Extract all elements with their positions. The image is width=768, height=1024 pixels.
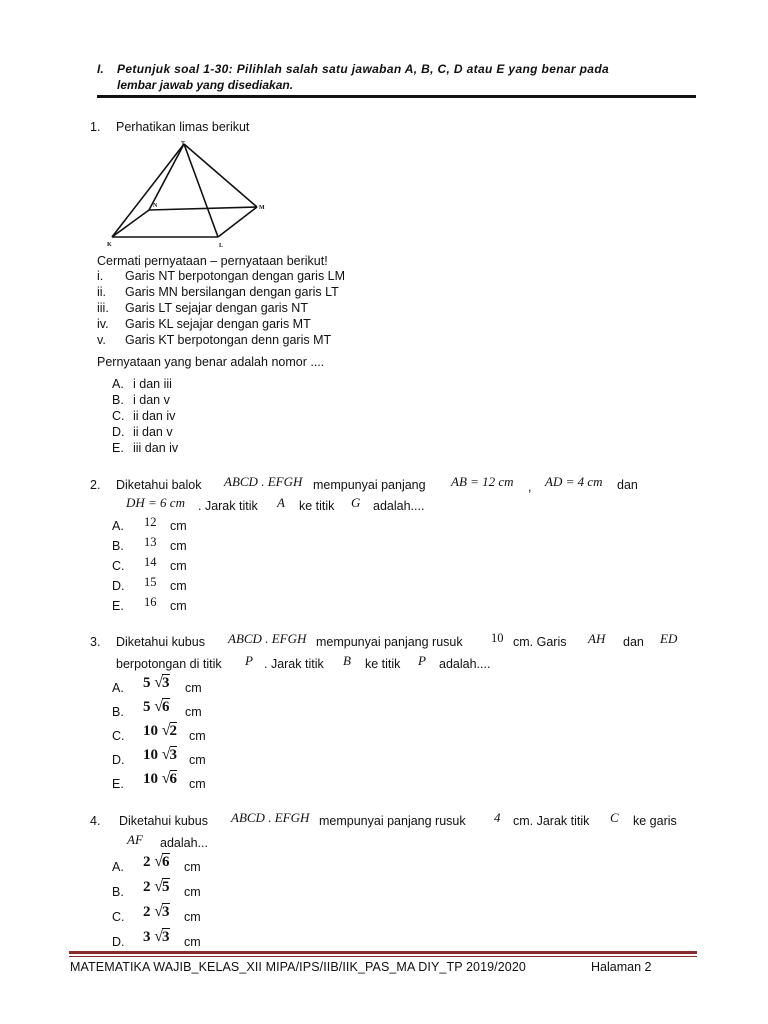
q4-text: Diketahui kubus <box>119 814 208 828</box>
q4-math: AF <box>127 832 143 847</box>
header-rule <box>97 95 696 98</box>
q3-math: AH <box>588 631 606 646</box>
q2-text: dan <box>617 478 638 492</box>
footer-page: Halaman 2 <box>591 960 652 974</box>
q3-math: P <box>245 653 253 668</box>
q4-math: 4 <box>494 810 501 825</box>
edge-kt <box>112 144 184 237</box>
q3-math: ABCD . EFGH <box>228 631 307 646</box>
option-value: 13 <box>144 535 157 549</box>
q4-math: C <box>610 810 619 825</box>
statement-text: Garis KT berpotongan denn garis MT <box>125 333 332 347</box>
q3-math: P <box>418 653 426 668</box>
option-letter: D. <box>112 753 125 767</box>
q3-math: B <box>343 653 351 668</box>
footer-rule <box>69 951 697 954</box>
option-letter: B. <box>112 705 124 719</box>
option-text: i dan v <box>133 393 170 407</box>
edge-nt <box>149 144 184 210</box>
option-unit: cm <box>170 599 187 613</box>
q2-text: , <box>528 480 532 494</box>
option-letter: A. <box>112 377 124 391</box>
q2-number: 2. <box>90 478 101 492</box>
option-value: 5 √3 <box>143 674 170 691</box>
option-letter: D. <box>112 935 125 949</box>
option-unit: cm <box>170 539 187 553</box>
q2-math: AB = 12 cm <box>451 474 514 489</box>
q1-intro: Cermati pernyataan – pernyataan berikut! <box>97 254 328 268</box>
q3-text: adalah.... <box>439 657 491 671</box>
q3-number: 3. <box>90 635 101 649</box>
option-unit: cm <box>189 753 206 767</box>
q1-number: 1. <box>90 120 101 134</box>
option-unit: cm <box>170 519 187 533</box>
option-letter: D. <box>112 579 125 593</box>
option-letter: E. <box>112 441 124 455</box>
label-l: L <box>219 243 224 249</box>
option-unit: cm <box>170 579 187 593</box>
option-value: 2 √3 <box>143 903 170 920</box>
q3-math: ED <box>660 631 678 646</box>
statement-text: Garis LT sejajar dengan garis NT <box>125 301 308 315</box>
option-letter: C. <box>112 910 125 924</box>
label-n: N <box>153 203 158 209</box>
label-m: M <box>259 205 265 211</box>
statement-number: ii. <box>97 285 107 299</box>
q3-text: ke titik <box>365 657 401 671</box>
option-letter: A. <box>112 860 124 874</box>
q2-math: A <box>277 495 285 510</box>
q3-text: . Jarak titik <box>264 657 324 671</box>
option-value: 5 √6 <box>143 698 170 715</box>
option-letter: A. <box>112 681 124 695</box>
option-unit: cm <box>185 705 202 719</box>
option-unit: cm <box>185 681 202 695</box>
option-text: i dan iii <box>133 377 172 391</box>
option-letter: B. <box>112 885 124 899</box>
statement-text: Garis KL sejajar dengan garis MT <box>125 317 311 331</box>
q2-math: AD = 4 cm <box>545 474 603 489</box>
q4-math: ABCD . EFGH <box>231 810 310 825</box>
statement-number: iii. <box>97 301 109 315</box>
option-value: 15 <box>144 575 157 589</box>
q4-text: cm. Jarak titik <box>513 814 590 828</box>
option-value: 2 √5 <box>143 878 170 895</box>
edge-lm <box>218 207 257 237</box>
edge-nm <box>149 207 257 210</box>
q2-math: ABCD . EFGH <box>224 474 303 489</box>
statement-text: Garis MN bersilangan dengan garis LT <box>125 285 339 299</box>
q4-number: 4. <box>90 814 101 828</box>
footer-rule-thin <box>69 956 697 957</box>
q3-text: berpotongan di titik <box>116 657 222 671</box>
option-value: 14 <box>144 555 157 569</box>
option-text: ii dan iv <box>133 409 176 423</box>
option-value: 3 √3 <box>143 928 170 945</box>
q2-text: Diketahui balok <box>116 478 202 492</box>
instruction-line-2: lembar jawab yang disediakan. <box>117 78 294 92</box>
option-value: 10 √2 <box>143 722 178 739</box>
option-letter: B. <box>112 539 124 553</box>
q3-text: Diketahui kubus <box>116 635 205 649</box>
pyramid-diagram <box>102 140 272 252</box>
q2-text: adalah.... <box>373 499 425 513</box>
q2-text: . Jarak titik <box>198 499 258 513</box>
option-value: 12 <box>144 515 157 529</box>
option-unit: cm <box>184 910 201 924</box>
statement-number: v. <box>97 333 106 347</box>
option-value: 10 √3 <box>143 746 178 763</box>
option-value: 16 <box>144 595 157 609</box>
option-unit: cm <box>184 885 201 899</box>
option-value: 2 √6 <box>143 853 170 870</box>
option-value: 10 √6 <box>143 770 178 787</box>
q4-text: adalah... <box>160 836 208 850</box>
q2-math: G <box>351 495 361 510</box>
label-t: T <box>181 141 186 147</box>
q2-text: mempunyai panjang <box>313 478 426 492</box>
q3-text: mempunyai panjang rusuk <box>316 635 463 649</box>
q1-question: Pernyataan yang benar adalah nomor .... <box>97 355 325 369</box>
option-letter: C. <box>112 409 125 423</box>
q3-math: 10 <box>491 631 504 645</box>
q4-text: mempunyai panjang rusuk <box>319 814 466 828</box>
statement-number: i. <box>97 269 104 283</box>
q1-prompt: Perhatikan limas berikut <box>116 120 250 134</box>
option-text: iii dan iv <box>133 441 179 455</box>
option-unit: cm <box>184 935 201 949</box>
option-letter: E. <box>112 777 124 791</box>
q2-math: DH = 6 cm <box>126 495 185 510</box>
option-unit: cm <box>189 729 206 743</box>
option-letter: E. <box>112 599 124 613</box>
option-letter: D. <box>112 425 125 439</box>
option-letter: B. <box>112 393 124 407</box>
statement-text: Garis NT berpotongan dengan garis LM <box>125 269 346 283</box>
option-letter: A. <box>112 519 124 533</box>
q3-text: cm. Garis <box>513 635 567 649</box>
q2-text: ke titik <box>299 499 335 513</box>
option-letter: C. <box>112 559 125 573</box>
option-text: ii dan v <box>133 425 173 439</box>
option-unit: cm <box>184 860 201 874</box>
footer-text: MATEMATIKA WAJIB_KELAS_XII MIPA/IPS/IIB/IIK_PAS_MA DIY_TP 2019/2020 <box>70 960 526 974</box>
option-letter: C. <box>112 729 125 743</box>
statement-number: iv. <box>97 317 109 331</box>
q4-text: ke garis <box>633 814 677 828</box>
instruction-number: I. <box>97 62 104 76</box>
option-unit: cm <box>189 777 206 791</box>
label-k: K <box>107 242 112 248</box>
q3-text: dan <box>623 635 644 649</box>
option-unit: cm <box>170 559 187 573</box>
instruction-line-1: Petunjuk soal 1-30: Pilihlah salah satu jawaban A, B, C, D atau E yang benar pada <box>117 62 610 76</box>
